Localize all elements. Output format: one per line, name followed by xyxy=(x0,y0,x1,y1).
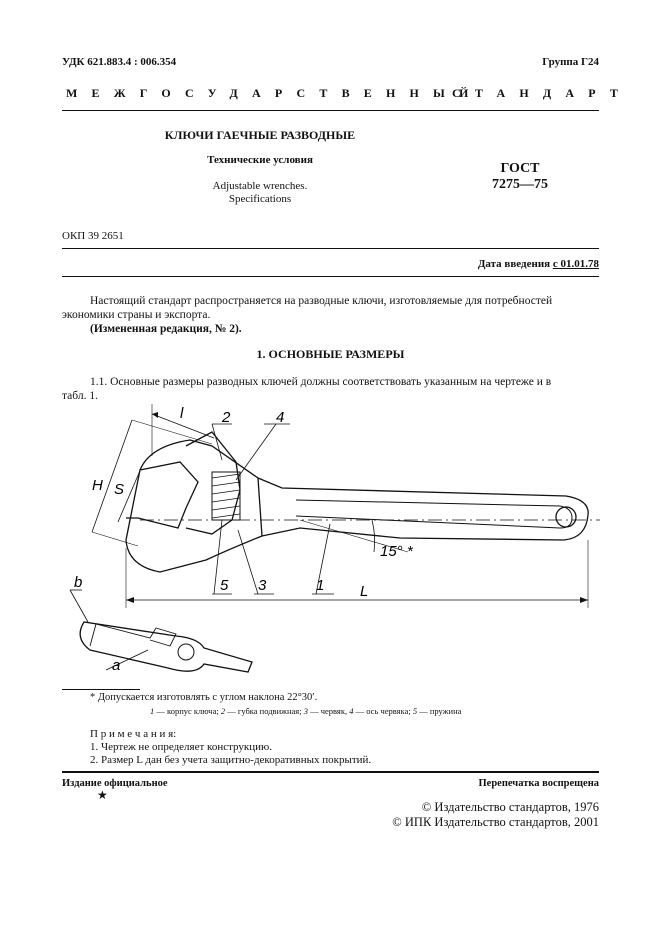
detail-view xyxy=(80,622,252,672)
label-1: 1 xyxy=(316,577,325,594)
label-b: b xyxy=(74,574,83,591)
interstate-heading: МЕЖГОСУДАРСТВЕННЫЙ xyxy=(66,86,483,100)
footnote-rule xyxy=(62,689,140,690)
copyright-2001: © ИПК Издательство стандартов, 2001 xyxy=(392,815,599,829)
legend-text-1: — корпус ключа; xyxy=(154,706,221,716)
legend-text-5: — пружина xyxy=(417,706,462,716)
label-H: H xyxy=(92,477,103,494)
label-a: a xyxy=(112,657,121,674)
notes-heading: П р и м е ч а н и я: xyxy=(90,728,177,740)
legend-text-3: — червяк, xyxy=(307,706,350,716)
legend-text-4: — ось червяка; xyxy=(353,706,413,716)
footer-rule xyxy=(62,771,599,773)
gost-number: 7275—75 xyxy=(492,177,548,192)
worm xyxy=(212,472,240,520)
okp-code: ОКП 39 2651 xyxy=(62,230,124,242)
title-ru-sub: Технические условия xyxy=(207,154,313,166)
title-en-line2: Specifications xyxy=(228,193,292,205)
footnote: * Допускается изготовлять с углом наклона 22°30′. xyxy=(90,692,318,703)
copyright-1976: © Издательство стандартов, 1976 xyxy=(421,800,599,814)
legend-text-2: — губка подвижная; xyxy=(225,706,304,716)
label-S: S xyxy=(114,481,125,498)
revision-note: (Измененная редакция, № 2). xyxy=(90,323,242,335)
udk-code: УДК 621.883.4 : 006.354 xyxy=(62,56,177,68)
legend-num-5: 5 xyxy=(412,706,418,716)
label-5: 5 xyxy=(220,577,229,594)
handle-hole xyxy=(556,507,576,527)
p11-line1: 1.1. Основные размеры разводных ключей должны соответствовать указанным на чертеже и в xyxy=(90,376,552,388)
legend-num-4: 4 xyxy=(349,706,354,716)
reprint-notice: Перепечатка воспрещена xyxy=(478,778,599,789)
official-edition: Издание официальное xyxy=(62,778,168,789)
legend-num-1: 1 xyxy=(150,706,155,716)
para1-line2: экономики страны и экспорта. xyxy=(62,309,211,321)
intro-date-value: с 01.01.78 xyxy=(552,258,599,270)
star-mark: ★ xyxy=(97,788,108,802)
title-en-line1: Adjustable wrenches. xyxy=(212,180,308,192)
title-ru: КЛЮЧИ ГАЕЧНЫЕ РАЗВОДНЫЕ xyxy=(164,128,356,142)
legend xyxy=(150,706,461,716)
legend-num-2: 2 xyxy=(220,706,226,716)
legend-num-3: 3 xyxy=(303,706,308,716)
label-l: l xyxy=(180,405,184,422)
label-2: 2 xyxy=(222,409,231,426)
note-2: 2. Размер L дан без учета защитно-декоративных покрытий. xyxy=(90,754,372,766)
label-L: L xyxy=(360,583,369,600)
p11-line2: табл. 1. xyxy=(62,390,98,402)
label-angle: 15° * xyxy=(380,543,413,560)
label-4: 4 xyxy=(276,409,285,426)
section-title: 1. ОСНОВНЫЕ РАЗМЕРЫ xyxy=(256,347,405,361)
group-code: Группа Г24 xyxy=(542,56,599,68)
para1-line1: Настоящий стандарт распространяется на разводные ключи, изготовляемые для потребностей xyxy=(90,295,553,307)
note-1: 1. Чертеж не определяет конструкцию. xyxy=(90,741,272,753)
gost-label: ГОСТ xyxy=(500,161,540,176)
intro-date-label: Дата введения xyxy=(477,258,551,270)
standard-heading: СТАНДАРТ xyxy=(452,86,633,100)
wrench-head xyxy=(126,440,262,572)
fixed-jaw xyxy=(126,462,198,528)
wrench-handle xyxy=(258,478,588,540)
label-3: 3 xyxy=(258,577,267,594)
